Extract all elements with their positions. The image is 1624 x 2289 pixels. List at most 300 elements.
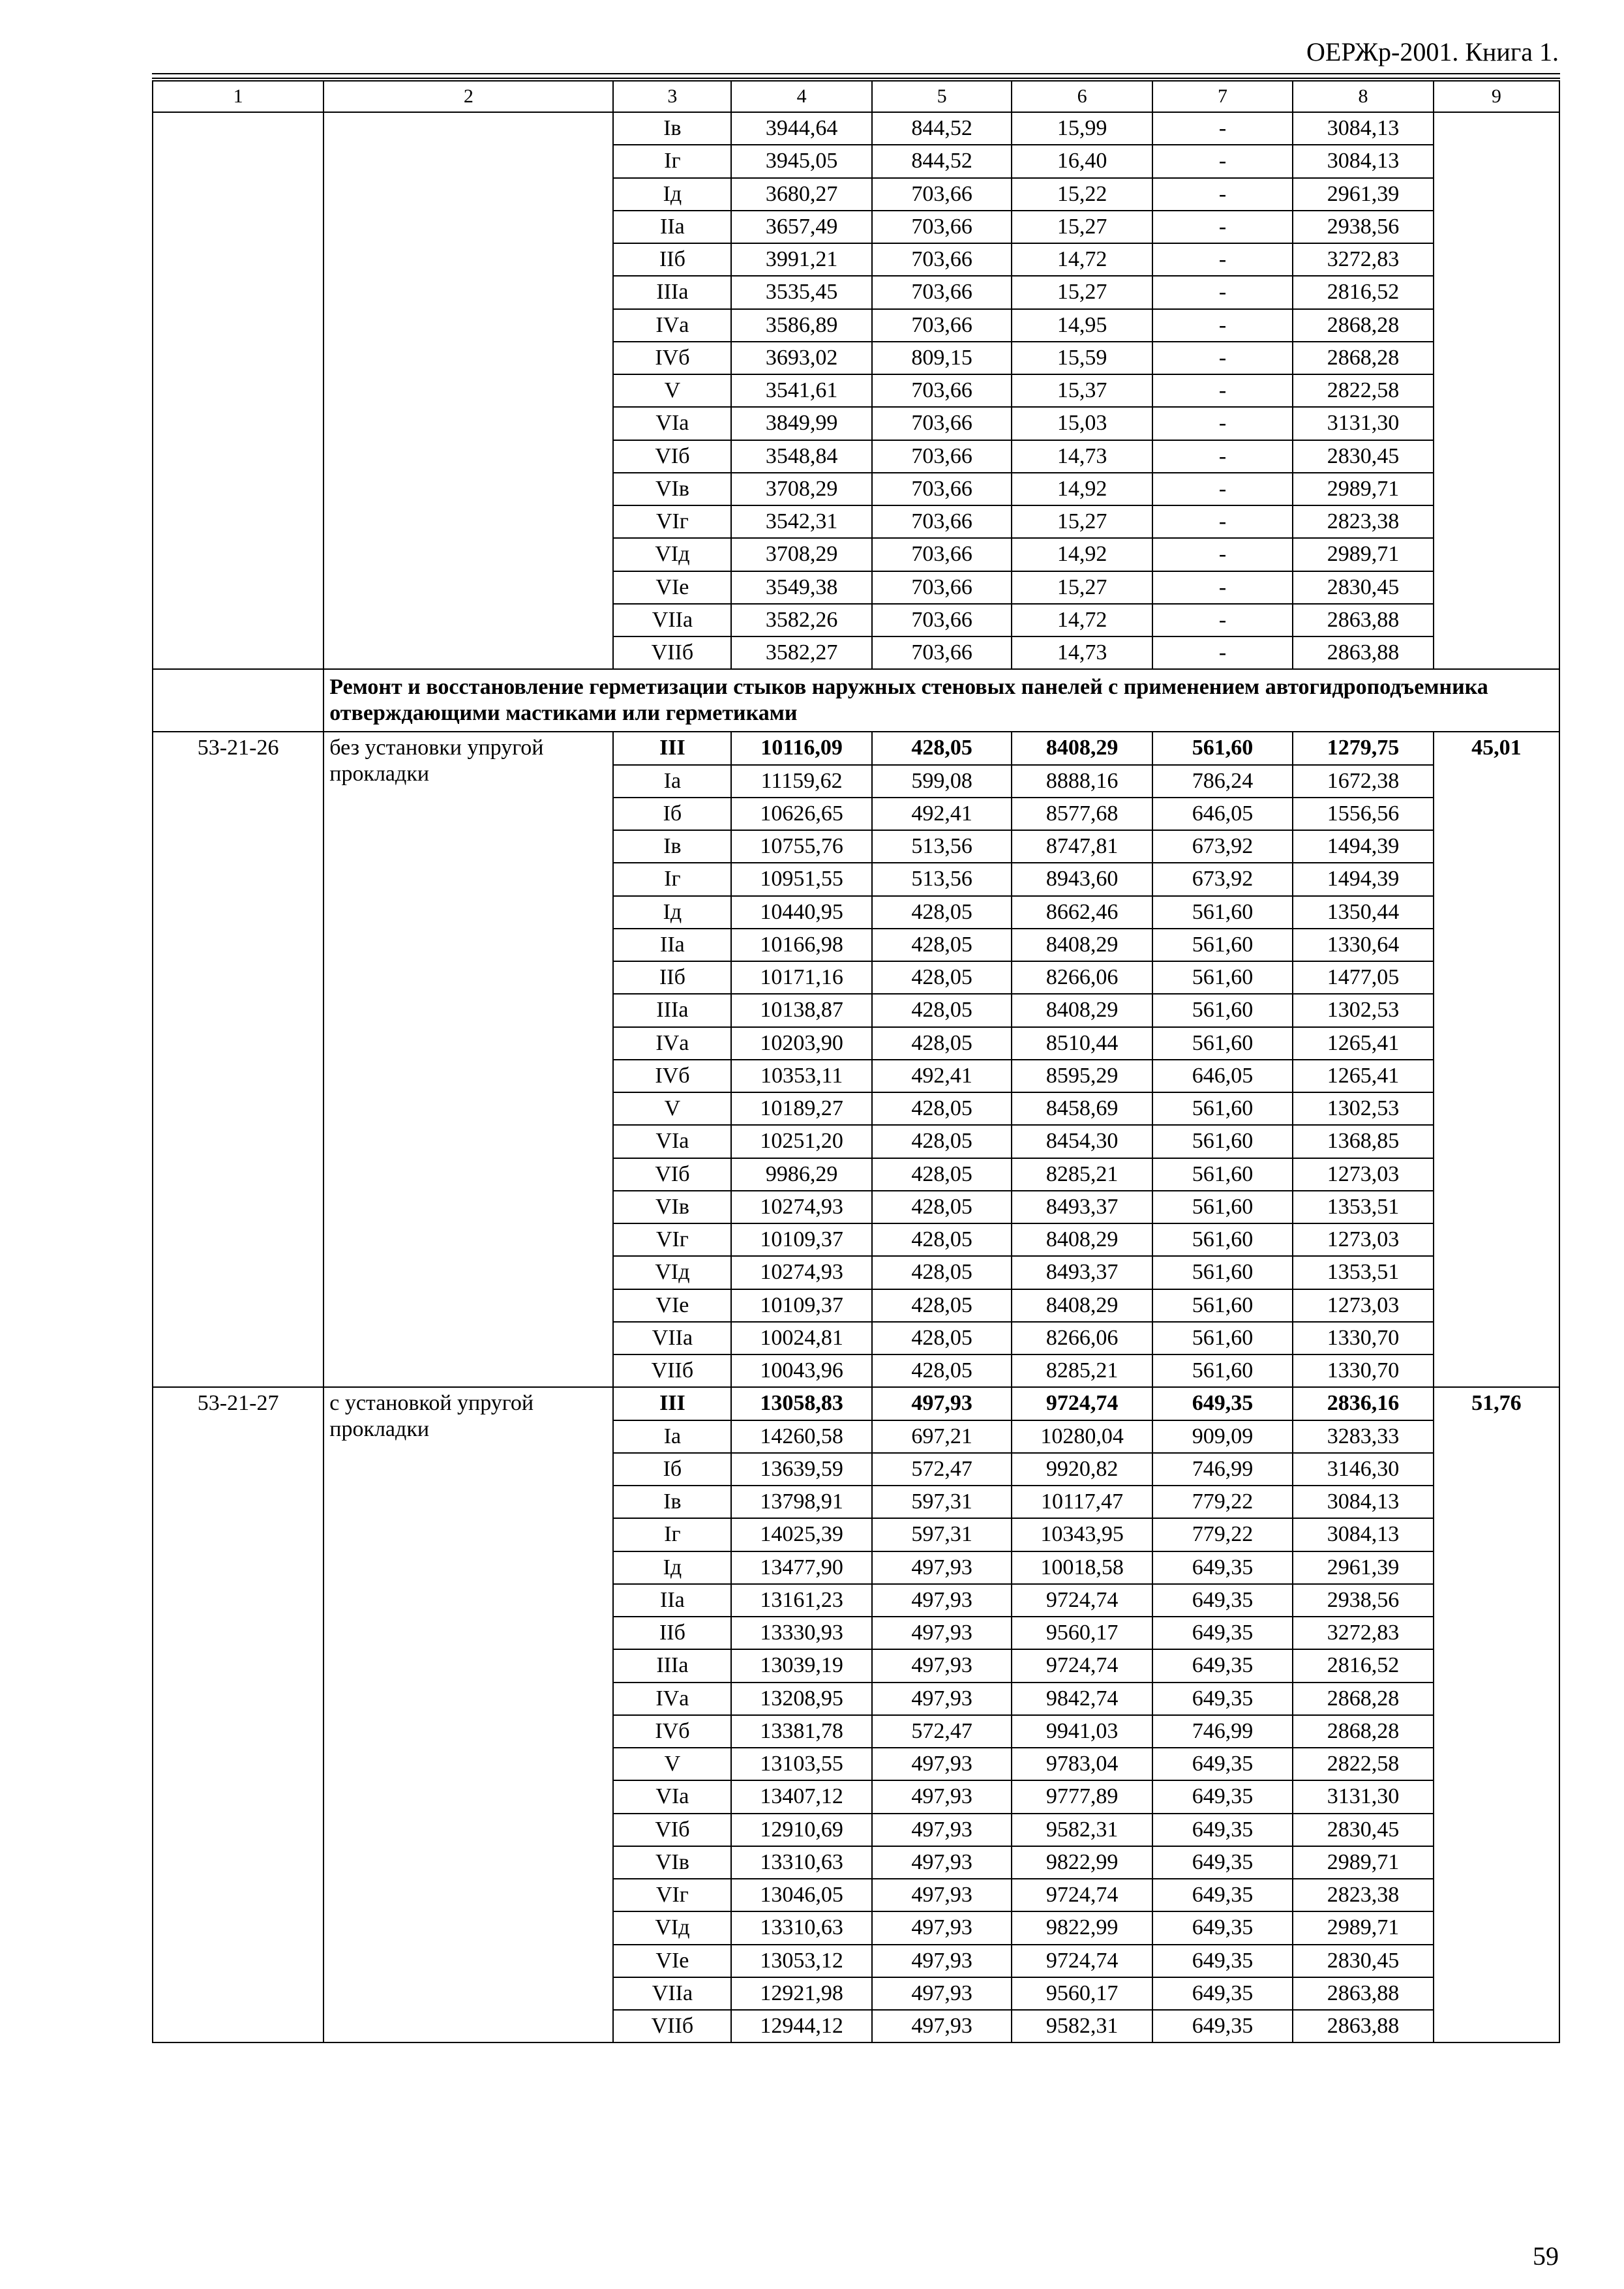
table-cell: Iв (613, 1486, 731, 1518)
table-cell: 1672,38 (1293, 765, 1433, 798)
table-cell: 561,60 (1152, 1125, 1293, 1158)
table-cell: 8408,29 (1012, 929, 1152, 961)
table-cell: Iб (613, 1453, 731, 1486)
table-cell: 9842,74 (1012, 1683, 1152, 1715)
table-cell: 9582,31 (1012, 1814, 1152, 1846)
table-cell: 10343,95 (1012, 1518, 1152, 1551)
table-cell: 649,35 (1152, 1683, 1293, 1715)
column-number: 3 (613, 81, 731, 112)
table-cell: 703,66 (872, 178, 1012, 211)
table-cell: 561,60 (1152, 1289, 1293, 1322)
table-cell: 1353,51 (1293, 1191, 1433, 1223)
table-cell: 3535,45 (731, 276, 871, 308)
table-cell: IIIа (613, 994, 731, 1026)
header-rule (152, 78, 1560, 79)
table-cell: 428,05 (872, 1191, 1012, 1223)
table-cell: VIг (613, 505, 731, 538)
table-cell: V (613, 1748, 731, 1780)
table-cell: 649,35 (1152, 1879, 1293, 1911)
table-cell: 649,35 (1152, 1945, 1293, 1977)
table-cell: - (1152, 636, 1293, 669)
table-cell: - (1152, 571, 1293, 604)
table-cell: 1494,39 (1293, 830, 1433, 863)
page-number: 59 (1533, 2241, 1559, 2271)
table-cell: 746,99 (1152, 1453, 1293, 1486)
table-cell: 11159,62 (731, 765, 871, 798)
table-cell: 703,66 (872, 211, 1012, 243)
column-number: 7 (1152, 81, 1293, 112)
table-cell: - (1152, 178, 1293, 211)
table-cell: 13208,95 (731, 1683, 871, 1715)
table-cell: VIе (613, 1289, 731, 1322)
table-cell: VIIа (613, 604, 731, 636)
table-cell: 513,56 (872, 830, 1012, 863)
table-cell: Iд (613, 178, 731, 211)
table-cell: Iг (613, 145, 731, 177)
table-cell: 561,60 (1152, 732, 1293, 764)
table-cell: 561,60 (1152, 1027, 1293, 1060)
table-cell: 3084,13 (1293, 1518, 1433, 1551)
table-cell: 10043,96 (731, 1354, 871, 1387)
table-cell: 3549,38 (731, 571, 871, 604)
table-cell: 2863,88 (1293, 1977, 1433, 2010)
table-cell: 703,66 (872, 440, 1012, 473)
table-cell: Iг (613, 1518, 731, 1551)
table-cell: 1273,03 (1293, 1223, 1433, 1256)
table-cell: 561,60 (1152, 1191, 1293, 1223)
table-cell: 13310,63 (731, 1911, 871, 1944)
table-cell: 497,93 (872, 1945, 1012, 1977)
table-cell: 599,08 (872, 765, 1012, 798)
table-cell: 9941,03 (1012, 1715, 1152, 1748)
table-cell: 561,60 (1152, 1092, 1293, 1125)
table-cell: Iа (613, 1420, 731, 1453)
table-cell: 497,93 (872, 1748, 1012, 1780)
table-cell: 779,22 (1152, 1518, 1293, 1551)
table-cell: 10353,11 (731, 1060, 871, 1092)
table-cell: 844,52 (872, 112, 1012, 145)
page-header-title: ОЕРЖр-2001. Книга 1. (1306, 37, 1559, 67)
table-cell: 497,93 (872, 1617, 1012, 1649)
table-cell: 703,66 (872, 604, 1012, 636)
table-cell: 2868,28 (1293, 309, 1433, 342)
table-cell: 3693,02 (731, 342, 871, 374)
table-cell: 513,56 (872, 863, 1012, 895)
table-cell: - (1152, 211, 1293, 243)
table-cell: 746,99 (1152, 1715, 1293, 1748)
table-cell: 9724,74 (1012, 1584, 1152, 1617)
table-cell: 15,22 (1012, 178, 1152, 211)
table-cell: 3586,89 (731, 309, 871, 342)
table-cell: - (1152, 374, 1293, 407)
table-cell: 428,05 (872, 994, 1012, 1026)
table-cell: 1330,70 (1293, 1354, 1433, 1387)
table-cell: 572,47 (872, 1715, 1012, 1748)
table-cell: 3146,30 (1293, 1453, 1433, 1486)
table-cell: 786,24 (1152, 765, 1293, 798)
table-cell: V (613, 374, 731, 407)
table-cell: 10116,09 (731, 732, 871, 764)
table-cell: 809,15 (872, 342, 1012, 374)
table-cell: IIб (613, 961, 731, 994)
table-cell: 649,35 (1152, 2010, 1293, 2042)
table-cell: 10018,58 (1012, 1551, 1152, 1584)
table-cell: 703,66 (872, 538, 1012, 571)
table-cell: 3283,33 (1293, 1420, 1433, 1453)
table-cell: 3708,29 (731, 473, 871, 505)
table-cell: 2961,39 (1293, 178, 1433, 211)
table-cell: 8408,29 (1012, 1223, 1152, 1256)
table-cell: VIб (613, 1814, 731, 1846)
rate-code: 53-21-27 (153, 1387, 323, 2042)
table-cell: 3131,30 (1293, 407, 1433, 440)
rate-index: 45,01 (1434, 732, 1559, 1387)
table-cell: - (1152, 407, 1293, 440)
table-cell: 12910,69 (731, 1814, 871, 1846)
table-cell: 2989,71 (1293, 538, 1433, 571)
table-cell: 9920,82 (1012, 1453, 1152, 1486)
table-cell: 8662,46 (1012, 896, 1152, 929)
table-cell: 13039,19 (731, 1649, 871, 1682)
table-cell: 497,93 (872, 1683, 1012, 1715)
table-cell: - (1152, 342, 1293, 374)
table-cell: 2938,56 (1293, 211, 1433, 243)
table-cell: 3542,31 (731, 505, 871, 538)
table-cell: VIIа (613, 1322, 731, 1354)
table-cell: 649,35 (1152, 1617, 1293, 1649)
table-cell: 1265,41 (1293, 1027, 1433, 1060)
table-cell: 703,66 (872, 374, 1012, 407)
table-cell: 8454,30 (1012, 1125, 1152, 1158)
table-cell: 497,93 (872, 2010, 1012, 2042)
table-cell: 1279,75 (1293, 732, 1433, 764)
table-cell: 497,93 (872, 1814, 1012, 1846)
rates-table-container (152, 80, 1560, 2043)
table-cell: 649,35 (1152, 1584, 1293, 1617)
table-cell: 10274,93 (731, 1191, 871, 1223)
table-cell: 1302,53 (1293, 1092, 1433, 1125)
table-cell: 649,35 (1152, 1780, 1293, 1813)
table-cell: 8266,06 (1012, 1322, 1152, 1354)
table-cell: 1273,03 (1293, 1158, 1433, 1191)
table-cell: 3272,83 (1293, 243, 1433, 276)
table-cell: 13161,23 (731, 1584, 871, 1617)
table-cell: 2989,71 (1293, 1911, 1433, 1944)
table-cell: 2989,71 (1293, 473, 1433, 505)
table-cell: 497,93 (872, 1977, 1012, 2010)
section-title: Ремонт и восстановление герметизации стыков наружных стеновых панелей с применением автогидроподъемника отверждающими мастиками или герметиками (323, 669, 1559, 732)
table-cell: 428,05 (872, 1256, 1012, 1289)
table-cell: 649,35 (1152, 1748, 1293, 1780)
table-cell: 8943,60 (1012, 863, 1152, 895)
table-cell: 779,22 (1152, 1486, 1293, 1518)
table-cell: 428,05 (872, 1322, 1012, 1354)
table-cell: VIд (613, 538, 731, 571)
table-cell: IVа (613, 309, 731, 342)
section-empty-cell (153, 669, 323, 732)
table-cell: VIб (613, 1158, 731, 1191)
table-cell: Iв (613, 830, 731, 863)
table-cell: 3582,27 (731, 636, 871, 669)
table-cell: 9822,99 (1012, 1846, 1152, 1879)
table-cell: 673,92 (1152, 830, 1293, 863)
table-cell: VIе (613, 1945, 731, 1977)
table-cell: 703,66 (872, 309, 1012, 342)
table-cell: 8408,29 (1012, 732, 1152, 764)
table-cell: 703,66 (872, 636, 1012, 669)
table-cell: 3541,61 (731, 374, 871, 407)
table-cell: - (1152, 112, 1293, 145)
table-cell: 9560,17 (1012, 1617, 1152, 1649)
table-cell: IIа (613, 929, 731, 961)
table-cell: IIа (613, 1584, 731, 1617)
rates-table (152, 80, 1560, 2043)
table-cell: 9560,17 (1012, 1977, 1152, 2010)
table-cell: 3680,27 (731, 178, 871, 211)
table-cell: 13477,90 (731, 1551, 871, 1584)
table-cell: 10274,93 (731, 1256, 871, 1289)
table-cell: 3944,64 (731, 112, 871, 145)
table-cell: 697,21 (872, 1420, 1012, 1453)
table-cell: 1556,56 (1293, 798, 1433, 830)
table-cell: 2816,52 (1293, 276, 1433, 308)
table-cell: 703,66 (872, 243, 1012, 276)
table-cell: 561,60 (1152, 929, 1293, 961)
table-cell: 2836,16 (1293, 1387, 1433, 1420)
table-cell: - (1152, 505, 1293, 538)
table-cell: IIб (613, 1617, 731, 1649)
table-cell: IIб (613, 243, 731, 276)
table-cell: 8266,06 (1012, 961, 1152, 994)
table-cell: VIа (613, 407, 731, 440)
table-cell: - (1152, 440, 1293, 473)
table-cell: 15,27 (1012, 276, 1152, 308)
table-cell: 8408,29 (1012, 1289, 1152, 1322)
rate-code: 53-21-26 (153, 732, 323, 1387)
table-cell: 2823,38 (1293, 505, 1433, 538)
table-cell: 8493,37 (1012, 1256, 1152, 1289)
table-cell: 1330,70 (1293, 1322, 1433, 1354)
table-cell: 12921,98 (731, 1977, 871, 2010)
table-cell: VIв (613, 473, 731, 505)
table-cell: 13407,12 (731, 1780, 871, 1813)
table-cell: IVб (613, 342, 731, 374)
table-cell: 572,47 (872, 1453, 1012, 1486)
table-cell: 428,05 (872, 1125, 1012, 1158)
table-cell: VIе (613, 571, 731, 604)
table-cell: III (613, 732, 731, 764)
table-cell: 428,05 (872, 1158, 1012, 1191)
section-row (153, 669, 1559, 732)
column-number: 1 (153, 81, 323, 112)
table-cell: 10251,20 (731, 1125, 871, 1158)
table-cell: 14,73 (1012, 636, 1152, 669)
table-cell: 10203,90 (731, 1027, 871, 1060)
table-cell: 492,41 (872, 1060, 1012, 1092)
table-cell: 14,73 (1012, 440, 1152, 473)
table-cell: 13046,05 (731, 1879, 871, 1911)
table-cell: IVа (613, 1683, 731, 1715)
table-cell: 13058,83 (731, 1387, 871, 1420)
table-cell: Iд (613, 896, 731, 929)
table-cell: 428,05 (872, 1289, 1012, 1322)
table-cell: 9783,04 (1012, 1748, 1152, 1780)
table-cell: 9724,74 (1012, 1945, 1152, 1977)
table-cell: 3084,13 (1293, 112, 1433, 145)
table-cell: 2822,58 (1293, 374, 1433, 407)
table-cell: IVб (613, 1715, 731, 1748)
table-cell: VIа (613, 1125, 731, 1158)
table-cell: 649,35 (1152, 1846, 1293, 1879)
table-cell: 561,60 (1152, 1354, 1293, 1387)
table-cell: 15,27 (1012, 571, 1152, 604)
table-cell: 497,93 (872, 1879, 1012, 1911)
table-cell: 649,35 (1152, 1814, 1293, 1846)
table-cell: 844,52 (872, 145, 1012, 177)
table-cell: - (1152, 309, 1293, 342)
table-cell: 3945,05 (731, 145, 871, 177)
table-cell: 703,66 (872, 505, 1012, 538)
column-number: 9 (1434, 81, 1559, 112)
table-cell: 646,05 (1152, 1060, 1293, 1092)
table-cell: 2961,39 (1293, 1551, 1433, 1584)
table-cell: 428,05 (872, 929, 1012, 961)
table-cell: 10109,37 (731, 1223, 871, 1256)
table-cell: 646,05 (1152, 798, 1293, 830)
table-cell: 8510,44 (1012, 1027, 1152, 1060)
table-cell: 1368,85 (1293, 1125, 1433, 1158)
table-cell: 2830,45 (1293, 1945, 1433, 1977)
table-cell: VIг (613, 1879, 731, 1911)
table-cell: 16,40 (1012, 145, 1152, 177)
table-cell: 13310,63 (731, 1846, 871, 1879)
table-cell: VIб (613, 440, 731, 473)
table-cell: 703,66 (872, 571, 1012, 604)
table-row (153, 112, 1559, 145)
table-cell: 497,93 (872, 1846, 1012, 1879)
table-cell: 3991,21 (731, 243, 871, 276)
table-cell: 1350,44 (1293, 896, 1433, 929)
table-cell: 497,93 (872, 1551, 1012, 1584)
table-cell: 13053,12 (731, 1945, 871, 1977)
table-cell: 8285,21 (1012, 1158, 1152, 1191)
column-number: 4 (731, 81, 871, 112)
table-cell: VIIб (613, 1354, 731, 1387)
table-row (153, 1387, 1559, 1420)
table-cell: 597,31 (872, 1486, 1012, 1518)
table-cell: 561,60 (1152, 1256, 1293, 1289)
table-cell: 10024,81 (731, 1322, 871, 1354)
table-cell: 2989,71 (1293, 1846, 1433, 1879)
table-cell: 649,35 (1152, 1387, 1293, 1420)
table-cell: 497,93 (872, 1911, 1012, 1944)
table-cell: 2822,58 (1293, 1748, 1433, 1780)
rate-index: 51,76 (1434, 1387, 1559, 2042)
table-cell: 8408,29 (1012, 994, 1152, 1026)
table-cell: 561,60 (1152, 896, 1293, 929)
table-cell: 2830,45 (1293, 440, 1433, 473)
table-cell: 497,93 (872, 1584, 1012, 1617)
table-cell: 561,60 (1152, 994, 1293, 1026)
table-cell: 13330,93 (731, 1617, 871, 1649)
table-cell: - (1152, 145, 1293, 177)
table-cell: 1265,41 (1293, 1060, 1433, 1092)
table-cell: Iа (613, 765, 731, 798)
table-cell: 909,09 (1152, 1420, 1293, 1453)
table-cell: 2816,52 (1293, 1649, 1433, 1682)
table-cell: 15,27 (1012, 211, 1152, 243)
table-cell: 15,99 (1012, 112, 1152, 145)
table-cell: 2938,56 (1293, 1584, 1433, 1617)
table-cell: 10189,27 (731, 1092, 871, 1125)
table-cell: 561,60 (1152, 1158, 1293, 1191)
table-cell: 2863,88 (1293, 2010, 1433, 2042)
table-cell: 9724,74 (1012, 1879, 1152, 1911)
table-cell: 9724,74 (1012, 1387, 1152, 1420)
table-cell: 428,05 (872, 1092, 1012, 1125)
table-cell: 10951,55 (731, 863, 871, 895)
table-cell: 703,66 (872, 473, 1012, 505)
table-cell: 497,93 (872, 1649, 1012, 1682)
table-cell: 649,35 (1152, 1977, 1293, 2010)
table-cell: - (1152, 276, 1293, 308)
table-cell: 9777,89 (1012, 1780, 1152, 1813)
column-number: 5 (872, 81, 1012, 112)
table-cell: 2868,28 (1293, 1715, 1433, 1748)
table-cell: Iв (613, 112, 731, 145)
empty-index-cell (1434, 112, 1559, 669)
table-row (153, 732, 1559, 764)
table-cell: 703,66 (872, 276, 1012, 308)
table-cell: 13381,78 (731, 1715, 871, 1748)
table-cell: 497,93 (872, 1780, 1012, 1813)
table-cell: 14025,39 (731, 1518, 871, 1551)
table-cell: 649,35 (1152, 1911, 1293, 1944)
table-cell: 8285,21 (1012, 1354, 1152, 1387)
table-cell: VIв (613, 1846, 731, 1879)
table-cell: 10280,04 (1012, 1420, 1152, 1453)
table-cell: 2868,28 (1293, 342, 1433, 374)
table-cell: 15,59 (1012, 342, 1152, 374)
table-cell: 14,72 (1012, 604, 1152, 636)
table-cell: VIIб (613, 2010, 731, 2042)
table-cell: 649,35 (1152, 1649, 1293, 1682)
table-cell: VIIа (613, 1977, 731, 2010)
table-cell: 2863,88 (1293, 636, 1433, 669)
table-cell: IVа (613, 1027, 731, 1060)
table-cell: 3849,99 (731, 407, 871, 440)
table-cell: 15,37 (1012, 374, 1152, 407)
table-cell: 561,60 (1152, 1223, 1293, 1256)
table-cell: 561,60 (1152, 1322, 1293, 1354)
table-cell: 428,05 (872, 1354, 1012, 1387)
table-cell: IIIа (613, 276, 731, 308)
table-cell: VIа (613, 1780, 731, 1813)
table-cell: 673,92 (1152, 863, 1293, 895)
table-cell: 3708,29 (731, 538, 871, 571)
table-cell: 10138,87 (731, 994, 871, 1026)
table-cell: VIг (613, 1223, 731, 1256)
table-cell: - (1152, 604, 1293, 636)
table-cell: 9986,29 (731, 1158, 871, 1191)
table-cell: 3084,13 (1293, 1486, 1433, 1518)
rate-description: с установкой упругой прокладки (323, 1387, 613, 2042)
table-cell: 492,41 (872, 798, 1012, 830)
rates-table-body (153, 81, 1559, 2042)
table-cell: 9724,74 (1012, 1649, 1152, 1682)
table-cell: 14,92 (1012, 538, 1152, 571)
table-cell: 1330,64 (1293, 929, 1433, 961)
